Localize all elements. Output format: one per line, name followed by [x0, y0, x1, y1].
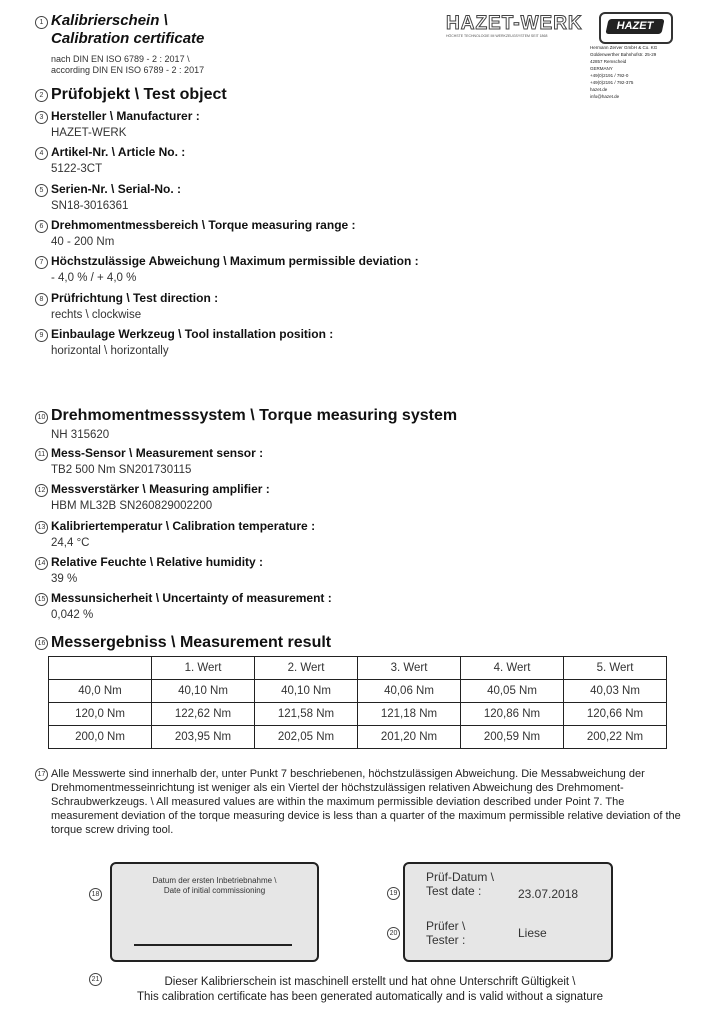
brand-sub: HÖCHSTE TECHNOLOGIE IM WERKZEUGSYSTEM SEIT 1868 — [446, 34, 548, 38]
table-cell: 120,0 Nm — [49, 703, 152, 726]
hazet-logo — [599, 12, 673, 44]
commissioning-date-line — [134, 944, 292, 946]
table-row — [49, 680, 667, 703]
table-header-row — [49, 657, 667, 680]
test-info-box — [403, 862, 613, 962]
table-cell: 201,20 Nm — [358, 726, 461, 749]
marker-10: 10 — [35, 411, 48, 424]
table-cell: 40,06 Nm — [358, 680, 461, 703]
field-label: Messunsicherheit \ Uncertainty of measurement : — [51, 591, 332, 606]
table-cell: 40,05 Nm — [461, 680, 564, 703]
footer — [60, 975, 680, 1005]
commissioning-label-en: Date of initial commissioning — [163, 886, 266, 895]
result-title: Messergebniss \ Measurement result — [51, 634, 332, 651]
field-marker: 5 — [35, 184, 48, 197]
field-marker: 3 — [35, 111, 48, 124]
footer-line-en: This calibration certificate has been generated automatically and is valid without a signature — [136, 991, 603, 1003]
address-block — [590, 44, 700, 100]
field-marker: 4 — [35, 147, 48, 160]
field-label: Drehmomentmessbereich \ Torque measuring range : — [51, 217, 356, 232]
table-header-cell: 3. Wert — [358, 657, 461, 680]
field-marker: 8 — [35, 293, 48, 306]
conformity-note: Alle Messwerte sind innerhalb der, unter Punkt 7 beschriebenen, höchstzulässigen Abweichung. Die Messabweichung der Drehmomentmesseinrichtung ist weniger als ein Viertel der höchstzulässigen relativen Abweichung des Drehmoment-Schraubwerkzeugs. \ All measured values are within the maximum permissible deviation described under Point 7. The measurement deviation of the torque measuring device is less than a quarter of the maximum permissible relative deviation of the torque screw driving tool. — [51, 768, 681, 836]
table-cell: 121,58 Nm — [255, 703, 358, 726]
test-date-label-1: Prüf-Datum \ — [426, 870, 495, 884]
field-value: rechts \ clockwise — [51, 308, 142, 321]
test-date-label-2: Test date : — [426, 884, 482, 898]
field-marker: 14 — [35, 557, 48, 570]
field-label: Serien-Nr. \ Serial-No. : — [51, 181, 182, 196]
norm-de: nach DIN EN ISO 6789 - 2 : 2017 \ — [51, 54, 190, 64]
table-cell: 120,66 Nm — [564, 703, 667, 726]
field-label: Einbaulage Werkzeug \ Tool installation position : — [51, 326, 334, 341]
table-header-cell: 4. Wert — [461, 657, 564, 680]
table-cell: 200,59 Nm — [461, 726, 564, 749]
marker-17: 17 — [35, 768, 48, 781]
field-label: Relative Feuchte \ Relative humidity : — [51, 554, 264, 569]
table-header-cell: 5. Wert — [564, 657, 667, 680]
commissioning-label-de: Datum der ersten Inbetriebnahme \ — [152, 876, 277, 885]
address-line: GERMANY — [590, 66, 613, 71]
torque-system-value: NH 315620 — [51, 429, 110, 441]
table-cell: 202,05 Nm — [255, 726, 358, 749]
tester-label-1: Prüfer \ — [426, 919, 466, 933]
field-value: horizontal \ horizontally — [51, 344, 169, 357]
field-marker: 7 — [35, 256, 48, 269]
table-cell: 40,0 Nm — [49, 680, 152, 703]
field-value: SN18-3016361 — [51, 199, 129, 212]
marker-20: 20 — [387, 927, 400, 940]
table-cell: 120,86 Nm — [461, 703, 564, 726]
commissioning-box — [110, 862, 319, 962]
footer-line-de: Dieser Kalibrierschein ist maschinell erstellt und hat ohne Unterschrift Gültigkeit \ — [164, 976, 576, 988]
table-cell: 200,22 Nm — [564, 726, 667, 749]
marker-16: 16 — [35, 637, 48, 650]
certificate-title-en: Calibration certificate — [51, 30, 205, 47]
field-value: - 4,0 % / + 4,0 % — [51, 272, 137, 285]
field-marker: 6 — [35, 220, 48, 233]
table-cell: 203,95 Nm — [152, 726, 255, 749]
marker-21: 21 — [89, 973, 102, 986]
test-object-title: Prüfobjekt \ Test object — [51, 86, 227, 103]
field-marker: 13 — [35, 521, 48, 534]
table-row — [49, 703, 667, 726]
marker-1: 1 — [35, 16, 48, 29]
table-cell: 122,62 Nm — [152, 703, 255, 726]
address-line: Güldenwerther Bahnhofstr. 25-29 — [590, 52, 657, 57]
table-row — [49, 726, 667, 749]
field-value: 5122-3CT — [51, 163, 103, 176]
table-cell: 40,10 Nm — [152, 680, 255, 703]
table-cell: 200,0 Nm — [49, 726, 152, 749]
field-value: 39 % — [51, 572, 78, 585]
address-line: +49(0)2191 / 792-375 — [590, 80, 634, 85]
table-cell: 121,18 Nm — [358, 703, 461, 726]
tester-value: Liese — [518, 926, 547, 940]
field-label: Kalibriertemperatur \ Calibration temperature : — [51, 518, 316, 533]
field-label: Messverstärker \ Measuring amplifier : — [51, 482, 270, 497]
field-label: Prüfrichtung \ Test direction : — [51, 290, 219, 305]
field-marker: 11 — [35, 448, 48, 461]
field-value: 24,4 °C — [51, 536, 90, 549]
address-line: info@hazet.de — [590, 94, 620, 99]
field-marker: 15 — [35, 593, 48, 606]
brand-text: HAZET-WERK — [446, 13, 583, 34]
certificate-title-de: Kalibrierschein \ — [51, 12, 168, 29]
address-line: Hermann Zerver GmbH & Co. KG — [590, 45, 658, 50]
field-label: Mess-Sensor \ Measurement sensor : — [51, 446, 264, 460]
field-label: Hersteller \ Manufacturer : — [51, 109, 200, 123]
address-line: +49(0)2191 / 792-0 — [590, 73, 629, 78]
marker-2: 2 — [35, 89, 48, 102]
torque-system-title: Drehmomentmesssystem \ Torque measuring system — [51, 407, 458, 424]
table-header-cell — [49, 657, 152, 680]
field-value: 0,042 % — [51, 609, 94, 622]
table-header-cell: 2. Wert — [255, 657, 358, 680]
field-value: TB2 500 Nm SN201730115 — [51, 464, 192, 476]
field-marker: 12 — [35, 484, 48, 497]
address-line: hazet.de — [590, 87, 608, 92]
test-date-value: 23.07.2018 — [518, 887, 579, 901]
table-header-cell: 1. Wert — [152, 657, 255, 680]
marker-19: 19 — [387, 887, 400, 900]
address-line: 42857 Remscheid — [590, 59, 627, 64]
logo-text: HAZET — [616, 20, 654, 32]
hazet-werk-brand — [446, 14, 586, 38]
norm-en: according DIN EN ISO 6789 - 2 : 2017 — [51, 65, 205, 75]
field-label: Höchstzulässige Abweichung \ Maximum permissible deviation : — [51, 254, 419, 269]
field-value: HAZET-WERK — [51, 127, 127, 139]
table-cell: 40,10 Nm — [255, 680, 358, 703]
marker-18: 18 — [89, 888, 102, 901]
field-label: Artikel-Nr. \ Article No. : — [51, 145, 186, 160]
field-value: HBM ML32B SN260829002200 — [51, 500, 213, 513]
field-marker: 9 — [35, 329, 48, 342]
tester-label-2: Tester : — [426, 933, 466, 947]
table-cell: 40,03 Nm — [564, 680, 667, 703]
result-table — [48, 656, 667, 749]
field-value: 40 - 200 Nm — [51, 235, 115, 248]
